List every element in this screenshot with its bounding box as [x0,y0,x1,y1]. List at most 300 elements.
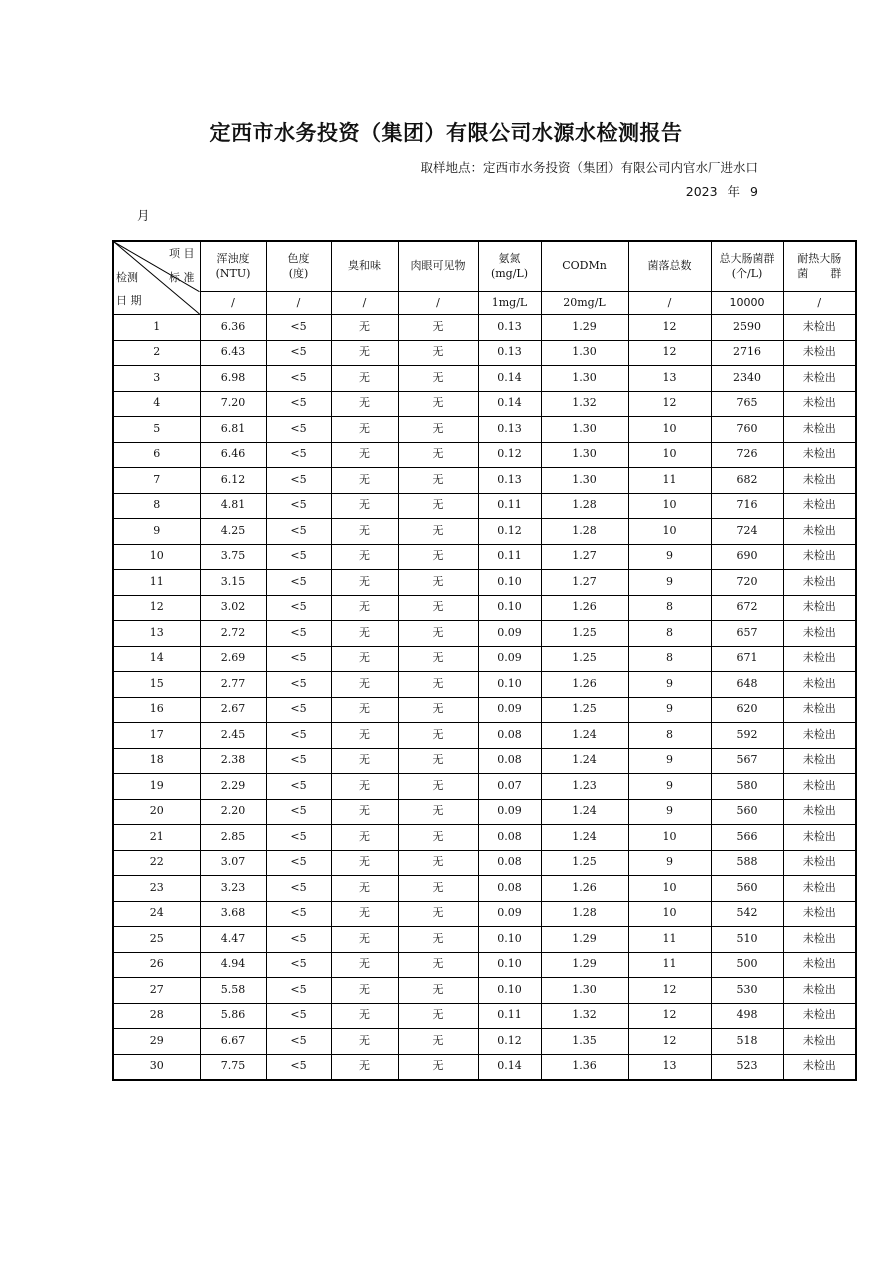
value-cell: 无 [331,391,398,417]
value-cell: 8 [628,646,711,672]
day-cell: 24 [113,901,200,927]
value-cell: 无 [331,417,398,443]
value-cell: 1.29 [541,315,628,341]
value-cell: 无 [331,876,398,902]
table-row [113,595,856,621]
table-row [113,927,856,953]
value-cell: 无 [398,340,478,366]
value-cell: 500 [711,952,783,978]
value-cell: 1.30 [541,468,628,494]
value-cell: 无 [331,646,398,672]
value-cell: 未检出 [783,1054,856,1080]
table-row [113,391,856,417]
value-cell: 4.25 [200,519,266,545]
value-cell: 1.29 [541,927,628,953]
day-cell: 2 [113,340,200,366]
table-row [113,544,856,570]
value-cell: <5 [266,927,331,953]
value-cell: 无 [331,442,398,468]
value-cell: 0.10 [478,595,541,621]
value-cell: 580 [711,774,783,800]
value-cell: 未检出 [783,315,856,341]
value-cell: 0.11 [478,544,541,570]
value-cell: 无 [398,570,478,596]
value-cell: 1.29 [541,952,628,978]
value-cell: 未检出 [783,595,856,621]
value-cell: 12 [628,1029,711,1055]
standard-cell: 20mg/L [541,292,628,315]
value-cell: 0.09 [478,901,541,927]
value-cell: 1.32 [541,1003,628,1029]
value-cell: 2.45 [200,723,266,749]
value-cell: 未检出 [783,672,856,698]
value-cell: 无 [331,952,398,978]
value-cell: 7.75 [200,1054,266,1080]
value-cell: 1.26 [541,876,628,902]
day-cell: 5 [113,417,200,443]
table-row [113,672,856,698]
table-row [113,468,856,494]
value-cell: 560 [711,799,783,825]
table-row [113,493,856,519]
value-cell: 无 [398,442,478,468]
value-cell: 10 [628,493,711,519]
value-cell: <5 [266,901,331,927]
day-cell: 12 [113,595,200,621]
value-cell: 1.28 [541,493,628,519]
value-cell: 2.72 [200,621,266,647]
value-cell: 542 [711,901,783,927]
value-cell: 724 [711,519,783,545]
value-cell: 11 [628,952,711,978]
value-cell: 4.47 [200,927,266,953]
value-cell: 0.12 [478,442,541,468]
table-row [113,978,856,1004]
value-cell: 无 [398,417,478,443]
value-cell: 3.23 [200,876,266,902]
value-cell: 未检出 [783,366,856,392]
value-cell: 无 [398,468,478,494]
value-cell: 1.27 [541,544,628,570]
value-cell: 0.12 [478,1029,541,1055]
value-cell: 530 [711,978,783,1004]
value-cell: 无 [398,1029,478,1055]
table-row [113,952,856,978]
value-cell: 无 [398,978,478,1004]
value-cell: 0.10 [478,952,541,978]
day-cell: 30 [113,1054,200,1080]
day-cell: 6 [113,442,200,468]
value-cell: <5 [266,723,331,749]
day-cell: 27 [113,978,200,1004]
value-cell: 1.24 [541,799,628,825]
value-cell: 690 [711,544,783,570]
header-col-1 [266,241,331,292]
value-cell: <5 [266,315,331,341]
header-col-2 [331,241,398,292]
value-cell: 9 [628,570,711,596]
value-cell: 1.28 [541,519,628,545]
standard-cell: / [783,292,856,315]
value-cell: 8 [628,723,711,749]
value-cell: 无 [331,468,398,494]
value-cell: 9 [628,544,711,570]
value-cell: 6.36 [200,315,266,341]
table-row [113,570,856,596]
header-col-label: CODMn [562,259,607,273]
value-cell: 657 [711,621,783,647]
day-cell: 4 [113,391,200,417]
table-row [113,646,856,672]
value-cell: 未检出 [783,468,856,494]
header-col-unit: (mg/L) [490,266,529,280]
value-cell: 1.28 [541,901,628,927]
value-cell: 560 [711,876,783,902]
value-cell: 无 [331,901,398,927]
table-row [113,1054,856,1080]
value-cell: 无 [331,799,398,825]
value-cell: 9 [628,799,711,825]
value-cell: 0.14 [478,391,541,417]
value-cell: 未检出 [783,493,856,519]
value-cell: 7.20 [200,391,266,417]
corner-label-date: 日 期 [116,294,142,307]
header-col-6 [628,241,711,292]
report-month-num: 9 [750,184,758,199]
value-cell: 4.81 [200,493,266,519]
value-cell: 无 [331,978,398,1004]
value-cell: 未检出 [783,1003,856,1029]
value-cell: 2340 [711,366,783,392]
report-month-char: 月 [137,208,150,223]
corner-label-test: 检测 [116,271,138,284]
value-cell: 无 [331,621,398,647]
value-cell: 1.24 [541,825,628,851]
value-cell: 648 [711,672,783,698]
value-cell: 3.07 [200,850,266,876]
value-cell: 无 [398,952,478,978]
value-cell: 566 [711,825,783,851]
standard-cell: / [200,292,266,315]
value-cell: 6.98 [200,366,266,392]
value-cell: 无 [398,876,478,902]
value-cell: 无 [331,1054,398,1080]
header-col-label: 肉眼可见物 [410,259,466,273]
value-cell: 1.32 [541,391,628,417]
day-cell: 7 [113,468,200,494]
water-quality-table [112,240,857,1081]
value-cell: 5.86 [200,1003,266,1029]
standard-cell: 10000 [711,292,783,315]
value-cell: <5 [266,366,331,392]
day-cell: 19 [113,774,200,800]
table-row [113,774,856,800]
header-col-0 [200,241,266,292]
header-col-unit: (度) [288,266,309,280]
value-cell: 1.25 [541,621,628,647]
value-cell: 未检出 [783,978,856,1004]
table-row [113,1029,856,1055]
value-cell: <5 [266,1029,331,1055]
value-cell: 2590 [711,315,783,341]
value-cell: 无 [398,927,478,953]
value-cell: 2.77 [200,672,266,698]
value-cell: <5 [266,544,331,570]
value-cell: 13 [628,366,711,392]
table-row [113,340,856,366]
value-cell: 1.27 [541,570,628,596]
table-row [113,442,856,468]
value-cell: 726 [711,442,783,468]
value-cell: 518 [711,1029,783,1055]
day-cell: 9 [113,519,200,545]
header-col-8 [783,241,856,292]
value-cell: 0.08 [478,825,541,851]
value-cell: 0.13 [478,340,541,366]
day-cell: 11 [113,570,200,596]
day-cell: 21 [113,825,200,851]
value-cell: 10 [628,442,711,468]
value-cell: 未检出 [783,417,856,443]
value-cell: 2.85 [200,825,266,851]
value-cell: 1.25 [541,646,628,672]
value-cell: 6.43 [200,340,266,366]
day-cell: 17 [113,723,200,749]
value-cell: 无 [398,366,478,392]
value-cell: 0.08 [478,748,541,774]
corner-label-standard: 标 准 [169,271,195,284]
value-cell: 未检出 [783,1029,856,1055]
value-cell: 0.13 [478,315,541,341]
day-cell: 16 [113,697,200,723]
value-cell: 无 [398,697,478,723]
table-row [113,417,856,443]
value-cell: 3.68 [200,901,266,927]
value-cell: 无 [331,595,398,621]
value-cell: 无 [398,315,478,341]
value-cell: 0.11 [478,493,541,519]
value-cell: 无 [398,391,478,417]
table-row [113,697,856,723]
day-cell: 15 [113,672,200,698]
value-cell: 未检出 [783,850,856,876]
value-cell: <5 [266,468,331,494]
value-cell: 未检出 [783,340,856,366]
value-cell: 12 [628,315,711,341]
value-cell: 0.09 [478,646,541,672]
value-cell: 716 [711,493,783,519]
day-cell: 29 [113,1029,200,1055]
value-cell: 未检出 [783,570,856,596]
table-row [113,519,856,545]
table-row [113,366,856,392]
value-cell: 672 [711,595,783,621]
table-row [113,1003,856,1029]
value-cell: 6.67 [200,1029,266,1055]
value-cell: 588 [711,850,783,876]
table-row [113,723,856,749]
value-cell: 2.67 [200,697,266,723]
standard-cell: / [266,292,331,315]
table-row [113,850,856,876]
value-cell: 9 [628,774,711,800]
value-cell: 未检出 [783,697,856,723]
value-cell: 无 [398,544,478,570]
value-cell: <5 [266,1054,331,1080]
value-cell: 无 [331,570,398,596]
value-cell: 760 [711,417,783,443]
header-col-label: 总大肠菌群 [719,251,775,265]
value-cell: 1.24 [541,748,628,774]
value-cell: 未检出 [783,391,856,417]
header-col-label: 耐热大肠 [797,251,842,265]
value-cell: 6.81 [200,417,266,443]
header-row [113,241,856,292]
value-cell: <5 [266,825,331,851]
value-cell: 无 [331,519,398,545]
value-cell: 0.12 [478,519,541,545]
value-cell: 无 [331,672,398,698]
value-cell: 4.94 [200,952,266,978]
report-year-char: 年 [727,184,741,199]
value-cell: 无 [398,723,478,749]
value-cell: <5 [266,850,331,876]
value-cell: <5 [266,799,331,825]
value-cell: 523 [711,1054,783,1080]
value-cell: <5 [266,978,331,1004]
value-cell: 0.14 [478,1054,541,1080]
value-cell: 0.13 [478,468,541,494]
value-cell: 1.25 [541,850,628,876]
header-col-label: 氨氮 [498,251,521,265]
value-cell: 无 [331,774,398,800]
value-cell: 未检出 [783,876,856,902]
value-cell: 10 [628,876,711,902]
value-cell: 498 [711,1003,783,1029]
header-col-5 [541,241,628,292]
table-row [113,799,856,825]
day-cell: 26 [113,952,200,978]
value-cell: 0.08 [478,723,541,749]
value-cell: 12 [628,1003,711,1029]
value-cell: 未检出 [783,927,856,953]
value-cell: 6.46 [200,442,266,468]
value-cell: 1.24 [541,723,628,749]
value-cell: 无 [331,340,398,366]
value-cell: 无 [331,748,398,774]
value-cell: 9 [628,850,711,876]
day-cell: 1 [113,315,200,341]
value-cell: <5 [266,519,331,545]
day-cell: 20 [113,799,200,825]
value-cell: <5 [266,952,331,978]
value-cell: 10 [628,519,711,545]
value-cell: <5 [266,493,331,519]
value-cell: 9 [628,697,711,723]
value-cell: 0.10 [478,672,541,698]
value-cell: 无 [331,544,398,570]
day-cell: 25 [113,927,200,953]
table-row [113,748,856,774]
value-cell: <5 [266,570,331,596]
value-cell: 无 [331,850,398,876]
value-cell: 1.26 [541,672,628,698]
day-cell: 13 [113,621,200,647]
value-cell: 未检出 [783,748,856,774]
value-cell: 765 [711,391,783,417]
value-cell: 620 [711,697,783,723]
report-year: 2023 [685,184,718,199]
value-cell: 6.12 [200,468,266,494]
value-cell: 682 [711,468,783,494]
value-cell: <5 [266,748,331,774]
value-cell: 0.13 [478,417,541,443]
header-col-label: 浑浊度(NTU) [215,251,251,280]
value-cell: 未检出 [783,723,856,749]
value-cell: 2.69 [200,646,266,672]
value-cell: 8 [628,621,711,647]
value-cell: 9 [628,672,711,698]
value-cell: 10 [628,417,711,443]
value-cell: 无 [398,1054,478,1080]
day-cell: 10 [113,544,200,570]
value-cell: 无 [398,799,478,825]
value-cell: 无 [398,774,478,800]
value-cell: 1.30 [541,366,628,392]
table-row [113,901,856,927]
value-cell: 1.25 [541,697,628,723]
value-cell: 0.09 [478,621,541,647]
value-cell: 0.11 [478,1003,541,1029]
value-cell: 10 [628,901,711,927]
value-cell: 无 [398,493,478,519]
value-cell: 0.09 [478,697,541,723]
table-row [113,876,856,902]
value-cell: 无 [398,1003,478,1029]
value-cell: 5.58 [200,978,266,1004]
value-cell: 11 [628,927,711,953]
header-col-7 [711,241,783,292]
table-row [113,315,856,341]
value-cell: 无 [398,646,478,672]
standard-cell: / [628,292,711,315]
value-cell: 1.30 [541,978,628,1004]
value-cell: 2.29 [200,774,266,800]
value-cell: <5 [266,774,331,800]
value-cell: <5 [266,595,331,621]
value-cell: <5 [266,340,331,366]
value-cell: 0.08 [478,876,541,902]
standard-cell: / [398,292,478,315]
day-cell: 14 [113,646,200,672]
header-corner-cell [113,241,200,315]
day-cell: 8 [113,493,200,519]
value-cell: 12 [628,340,711,366]
value-cell: 无 [331,315,398,341]
value-cell: 510 [711,927,783,953]
value-cell: 无 [398,595,478,621]
value-cell: <5 [266,646,331,672]
value-cell: <5 [266,1003,331,1029]
value-cell: 无 [331,697,398,723]
value-cell: 10 [628,825,711,851]
value-cell: 未检出 [783,825,856,851]
value-cell: 3.02 [200,595,266,621]
header-col-label: 臭和味 [348,259,381,273]
value-cell: 未检出 [783,621,856,647]
value-cell: 无 [398,825,478,851]
table-row [113,621,856,647]
